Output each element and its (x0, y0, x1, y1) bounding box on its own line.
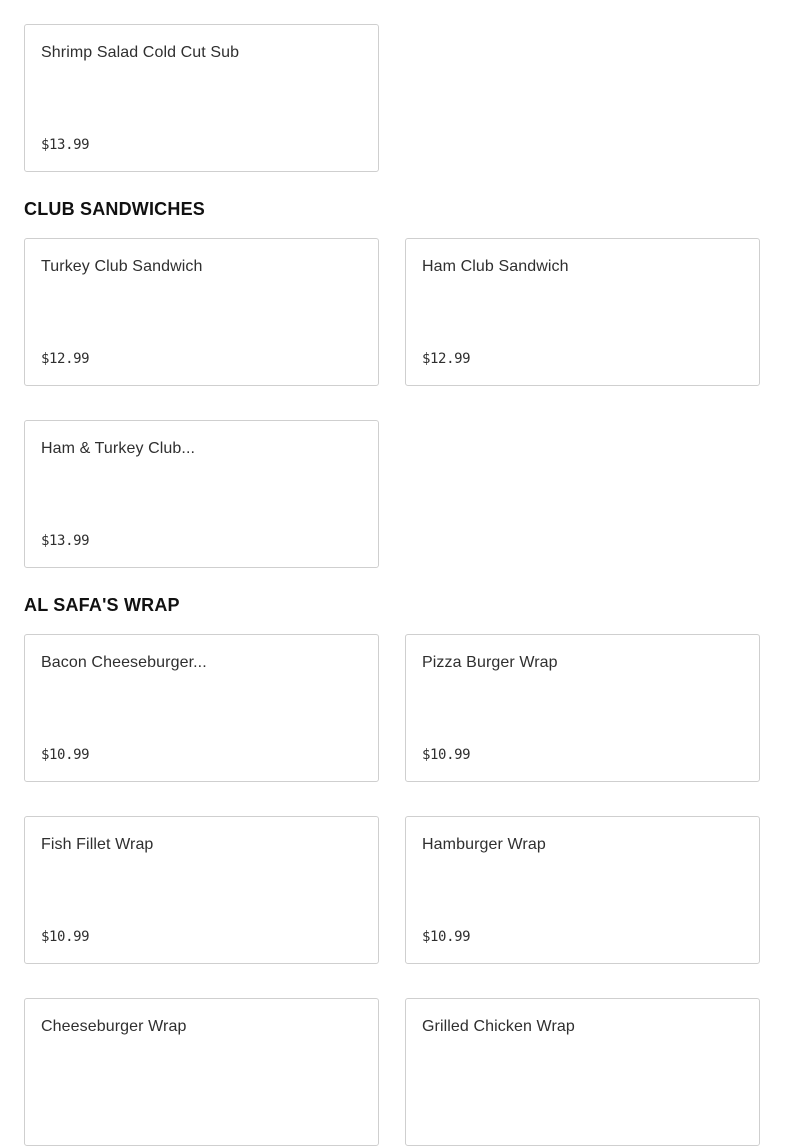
section-heading-al-safas-wrap: AL SAFA'S WRAP (24, 595, 180, 615)
menu-item-card[interactable] (24, 238, 379, 386)
menu-item-price: $12.99 (41, 351, 90, 367)
menu-item-price: $10.99 (422, 747, 471, 763)
menu-item-price: $10.99 (41, 747, 90, 763)
menu-item-price: $12.99 (422, 351, 471, 367)
menu-item-name: Cheeseburger Wrap (41, 1018, 187, 1035)
menu-item-name: Pizza Burger Wrap (422, 654, 558, 671)
menu-item-card[interactable] (405, 238, 760, 386)
menu-item-name: Shrimp Salad Cold Cut Sub (41, 44, 240, 61)
menu-item-name: Turkey Club Sandwich (41, 258, 203, 275)
menu-item-name: Ham & Turkey Club... (41, 440, 196, 457)
menu-item-price: $10.99 (41, 929, 90, 945)
menu-item-card[interactable] (24, 420, 379, 568)
menu-item-name: Bacon Cheeseburger... (41, 654, 207, 671)
menu-item-card[interactable] (24, 998, 379, 1146)
menu-item-name: Fish Fillet Wrap (41, 836, 154, 853)
menu-item-card[interactable] (405, 816, 760, 964)
menu-item-name: Grilled Chicken Wrap (422, 1018, 575, 1035)
menu-item-card[interactable] (24, 634, 379, 782)
menu-item-name: Hamburger Wrap (422, 836, 546, 853)
menu-item-card[interactable] (405, 634, 760, 782)
menu-item-name: Ham Club Sandwich (422, 258, 569, 275)
menu-item-card[interactable] (405, 998, 760, 1146)
menu-item-price: $13.99 (41, 137, 90, 153)
menu-item-price: $13.99 (41, 533, 90, 549)
menu-item-card[interactable] (24, 816, 379, 964)
section-heading-club-sandwiches: CLUB SANDWICHES (24, 199, 205, 219)
menu-item-card[interactable] (24, 24, 379, 172)
menu-item-price: $10.99 (422, 929, 471, 945)
